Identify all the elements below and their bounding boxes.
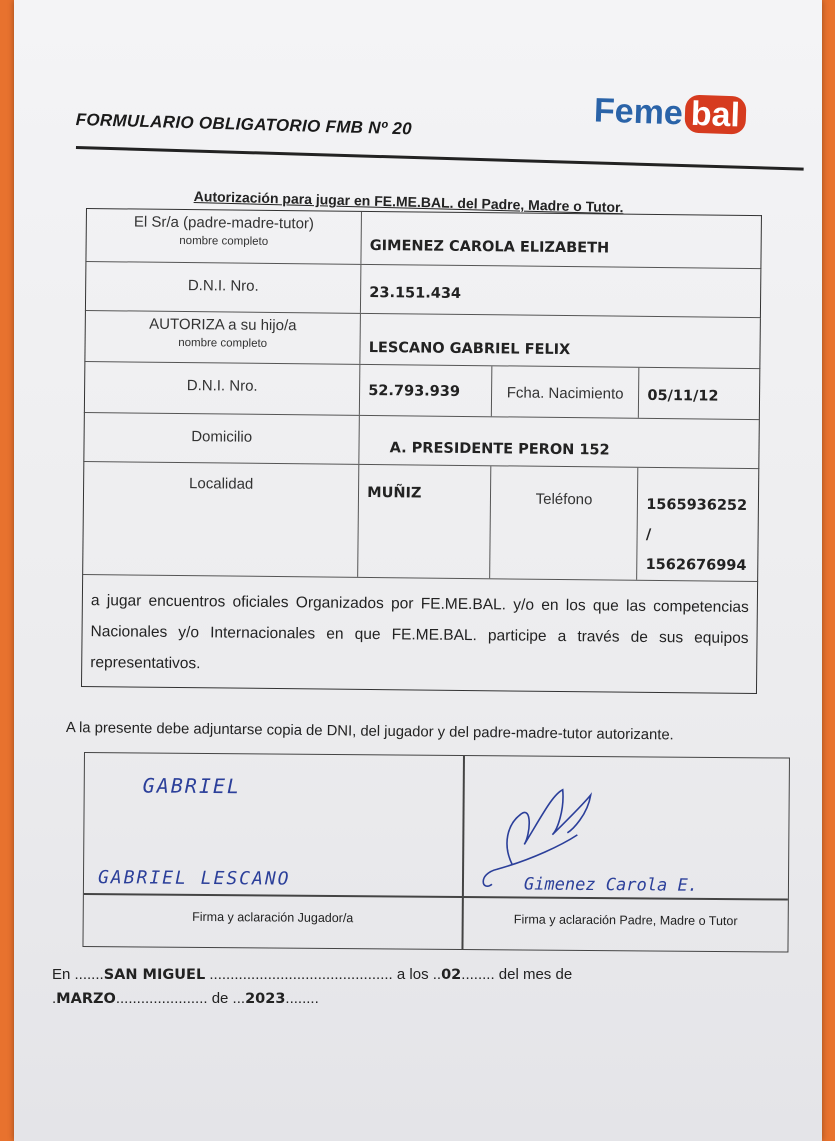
phone-2: 1562676994 <box>645 556 747 574</box>
parent-dni: 23.151.434 <box>369 284 462 302</box>
locality-label: Localidad <box>83 462 359 577</box>
footer-en: En ....... <box>52 966 104 983</box>
parent-handwritten-name: Gimenez Carola E. <box>523 874 699 896</box>
child-dni: 52.793.939 <box>360 365 492 416</box>
child-label-cell <box>85 311 361 364</box>
parent-label-cell <box>86 209 362 264</box>
phone-cell <box>637 468 758 581</box>
footer-line-2 <box>52 990 319 1007</box>
femebal-logo <box>593 91 746 135</box>
row-child <box>84 311 760 369</box>
form-paper <box>14 0 822 1141</box>
footer-month: MARZO <box>56 991 116 1007</box>
authorization-paragraph: a jugar encuentros oficiales Organizados por FE.ME.BAL. y/o en los que las competencias Nacionales y/o Internacionales en que FE.ME.BAL. participe a través de sus equipos representativos. <box>81 575 758 694</box>
player-caption: Firma y aclaración Jugador/a <box>192 909 354 926</box>
row-locality <box>82 462 759 582</box>
parent-caption: Firma y aclaración Padre, Madre o Tutor <box>513 912 738 929</box>
logo-text-bal: bal <box>684 95 746 135</box>
signature-box <box>82 752 790 953</box>
phone-label: Teléfono <box>490 466 639 580</box>
footer-city: SAN MIGUEL <box>103 967 206 983</box>
child-dni-label: D.N.I. Nro. <box>85 362 361 415</box>
title-rule <box>76 146 804 171</box>
row-parent-dni <box>85 262 761 318</box>
phone-separator: / <box>645 526 652 543</box>
birth-label: Fcha. Nacimiento <box>492 366 640 418</box>
row-child-dni <box>84 362 760 420</box>
parent-label: El Sr/a (padre-madre-tutor) <box>133 213 315 233</box>
attachment-note: A la presente debe adjuntarse copia de DNI, del jugador y del padre-madre-tutor autorizante. <box>65 720 674 744</box>
footer-year: 2023 <box>245 991 286 1007</box>
address: A. PRESIDENTE PERON 152 <box>389 440 610 459</box>
row-parent <box>85 208 762 269</box>
footer-line-1 <box>52 966 572 983</box>
footer-dots-1: ............................................ a los .. <box>205 966 442 983</box>
footer-dots-4: ........ <box>285 990 319 1007</box>
footer-dots-3: ...................... de ... <box>115 990 246 1007</box>
child-name: LESCANO GABRIEL FELIX <box>368 339 571 359</box>
locality: MUÑIZ <box>358 465 491 578</box>
birth-date: 05/11/12 <box>647 387 719 405</box>
footer-dots-2: ........ del mes de <box>461 966 573 983</box>
player-handwritten-name: GABRIEL LESCANO <box>97 867 291 890</box>
row-address <box>83 413 759 469</box>
child-sublabel: nombre completo <box>178 336 268 350</box>
parent-sublabel: nombre completo <box>179 234 269 248</box>
footer-day: 02 <box>441 967 462 983</box>
address-label: Domicilio <box>84 413 360 464</box>
logo-text-fe: Feme <box>593 91 684 133</box>
parent-dni-label: D.N.I. Nro. <box>86 262 362 313</box>
footer-lead: . <box>52 990 57 1007</box>
child-label: AUTORIZA a su hijo/a <box>149 315 297 335</box>
form-heading: Autorización para jugar en FE.ME.BAL. del Padre, Madre o Tutor. <box>193 188 624 216</box>
authorization-table <box>81 208 762 694</box>
player-signature: GABRIEL <box>142 773 242 799</box>
form-title: FORMULARIO OBLIGATORIO FMB Nº 20 <box>75 110 413 139</box>
parent-name: GIMENEZ CAROLA ELIZABETH <box>369 237 610 257</box>
phone-1: 1565936252 <box>646 496 748 514</box>
